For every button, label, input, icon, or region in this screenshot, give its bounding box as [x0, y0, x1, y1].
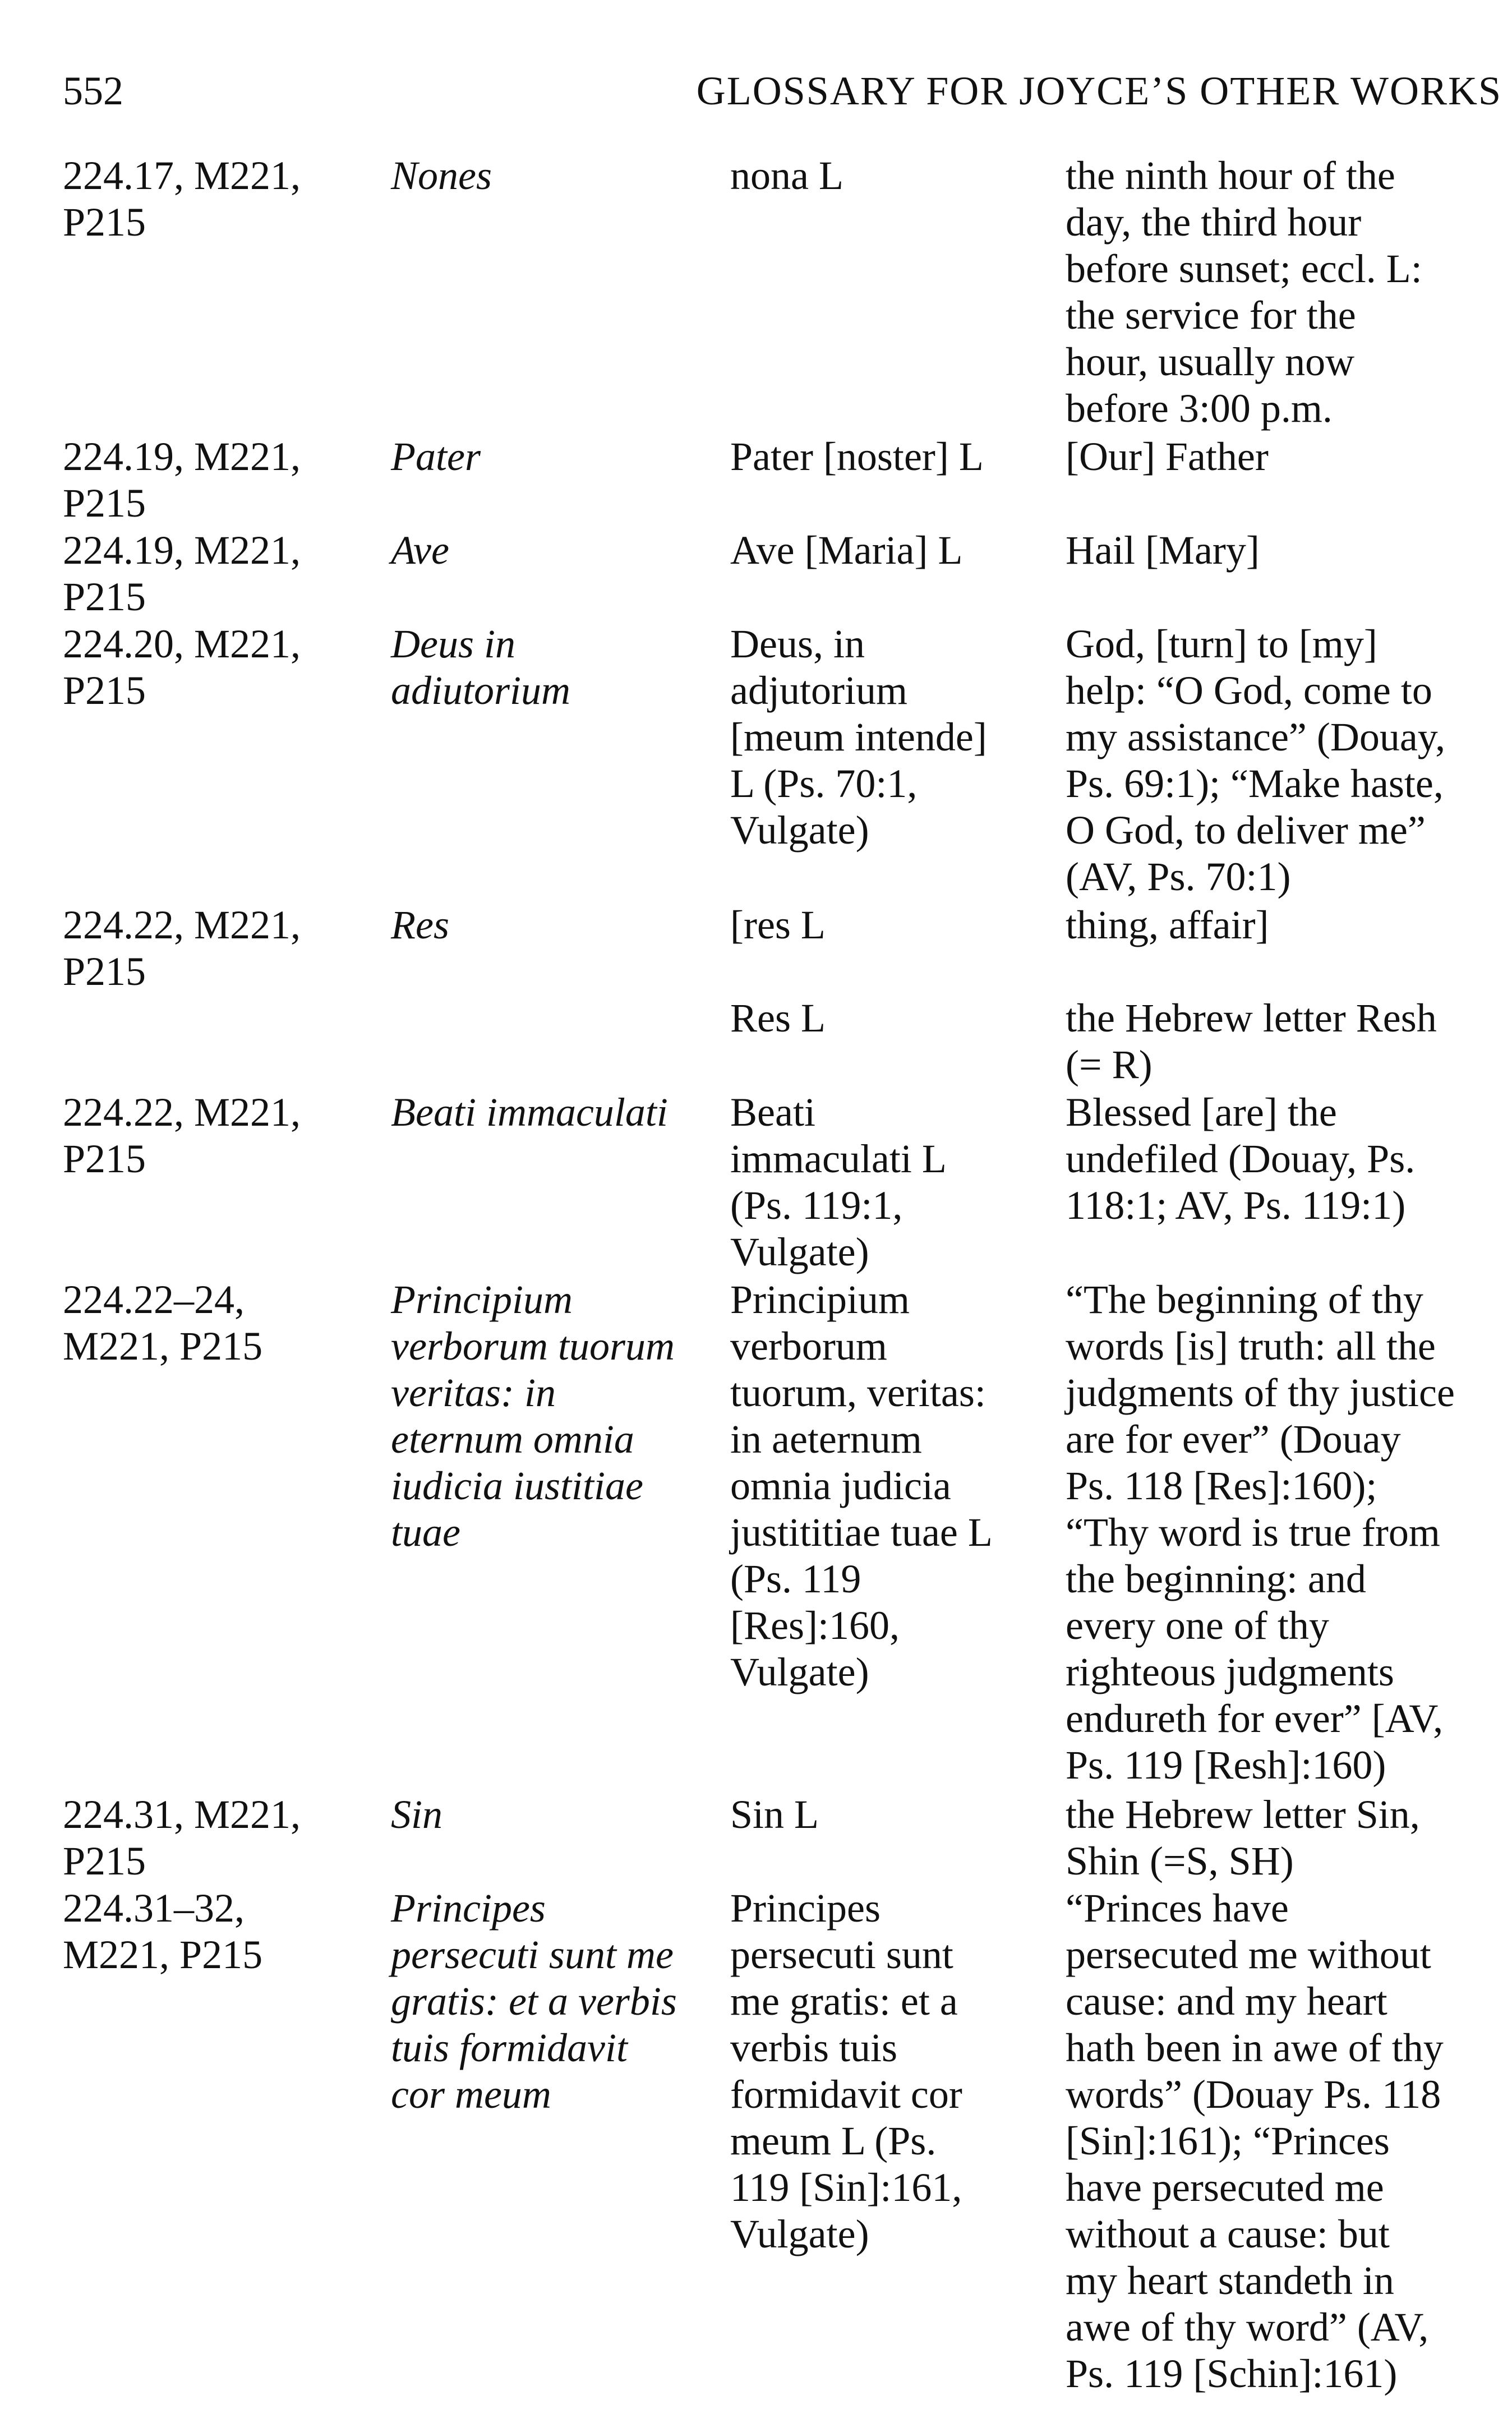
entry-term: Sin: [391, 1792, 443, 1837]
entry-reference: 224.17, M221, P215: [63, 153, 301, 245]
entry-reference: 224.31, M221, P215: [63, 1792, 301, 1883]
entry-gloss: the Hebrew letter Sin, Shin (=S, SH): [1066, 1792, 1420, 1883]
glossary-table: [63, 153, 1502, 2400]
glossary-entry: [63, 621, 1502, 902]
entry-term: Res: [391, 902, 449, 947]
entry-term: Deus in adiutorium: [391, 621, 571, 713]
entry-source: nona L: [730, 153, 843, 198]
glossary-entry: [63, 1791, 1502, 1885]
entry-reference: 224.22, M221, P215: [63, 1090, 301, 1181]
entry-source: Pater [noster] L: [730, 434, 984, 479]
entry-term: Nones: [391, 153, 492, 198]
glossary-entry: [63, 1089, 1502, 1277]
entry-gloss: “Princes have persecuted me without cause: and my heart hath been in awe of thy words” (Douay Ps. 118 [Sin]:161); “Princes have persecuted me without a cause: but my heart standeth in awe of thy word” (AV, Ps. 119 [Schin]:161): [1066, 1886, 1444, 2396]
entry-source: Principium verborum tuorum, veritas: in aeternum omnia judicia justititiae tuae L (Ps. 119 [Res]:160, Vulgate): [730, 1277, 993, 1694]
entry-gloss: thing, affair] the Hebrew letter Resh (= R): [1066, 902, 1437, 1087]
glossary-entry: [63, 434, 1502, 527]
entry-reference: 224.19, M221, P215: [63, 434, 301, 526]
entry-source: Deus, in adjutorium [meum intende] L (Ps. 70:1, Vulgate): [730, 621, 987, 853]
entry-reference: 224.22–24, M221, P215: [63, 1277, 263, 1369]
glossary-entry: [63, 527, 1502, 621]
entry-gloss: “The beginning of thy words [is] truth: all the judgments of thy justice are for ever” (Douay Ps. 118 [Res]:160); “Thy word is true from the beginning: and every one of thy righteous judgments endureth for ever” [AV, Ps. 119 [Resh]:160): [1066, 1277, 1455, 1788]
glossary-entry: [63, 153, 1502, 434]
page-header: [63, 63, 1502, 119]
entry-gloss: the ninth hour of the day, the third hour before sunset; eccl. L: the service for the hour, usually now before 3:00 p.m.: [1066, 153, 1422, 431]
entry-source: [res L Res L: [730, 902, 826, 1040]
entry-term: Ave: [391, 528, 449, 573]
entry-reference: 224.19, M221, P215: [63, 528, 301, 619]
entry-reference: 224.22, M221, P215: [63, 902, 301, 994]
entry-source: Beati immaculati L (Ps. 119:1, Vulgate): [730, 1090, 947, 1274]
glossary-entry: [63, 1885, 1502, 2400]
glossary-entry: [63, 902, 1502, 1089]
entry-term: Pater: [391, 434, 481, 479]
entry-gloss: [Our] Father: [1066, 434, 1269, 479]
entry-reference: 224.20, M221, P215: [63, 621, 301, 713]
entry-reference: 224.31–32, M221, P215: [63, 1886, 263, 1977]
entry-gloss: Blessed [are] the undefiled (Douay, Ps. 118:1; AV, Ps. 119:1): [1066, 1090, 1416, 1228]
entry-gloss: God, [turn] to [my] help: “O God, come to my assistance” (Douay, Ps. 69:1); “Make haste, O God, to deliver me” (AV, Ps. 70:1): [1066, 621, 1446, 899]
entry-term: Beati immaculati: [391, 1090, 668, 1135]
page-number: 552: [63, 68, 123, 113]
entry-term: Principium verborum tuorum veritas: in eternum omnia iudicia iustitiae tuae: [391, 1277, 675, 1555]
entry-source: Ave [Maria] L: [730, 528, 963, 573]
entry-source: Principes persecuti sunt me gratis: et a verbis tuis formidavit cor meum L (Ps. 119 [Sin]:161, Vulgate): [730, 1886, 962, 2256]
glossary-entry: [63, 1277, 1502, 1791]
entry-source: Sin L: [730, 1792, 819, 1837]
running-title: GLOSSARY FOR JOYCE’S OTHER WORKS: [696, 68, 1502, 113]
entry-term: Principes persecuti sunt me gratis: et a verbis tuis formidavit cor meum: [391, 1886, 677, 2117]
entry-gloss: Hail [Mary]: [1066, 528, 1260, 573]
